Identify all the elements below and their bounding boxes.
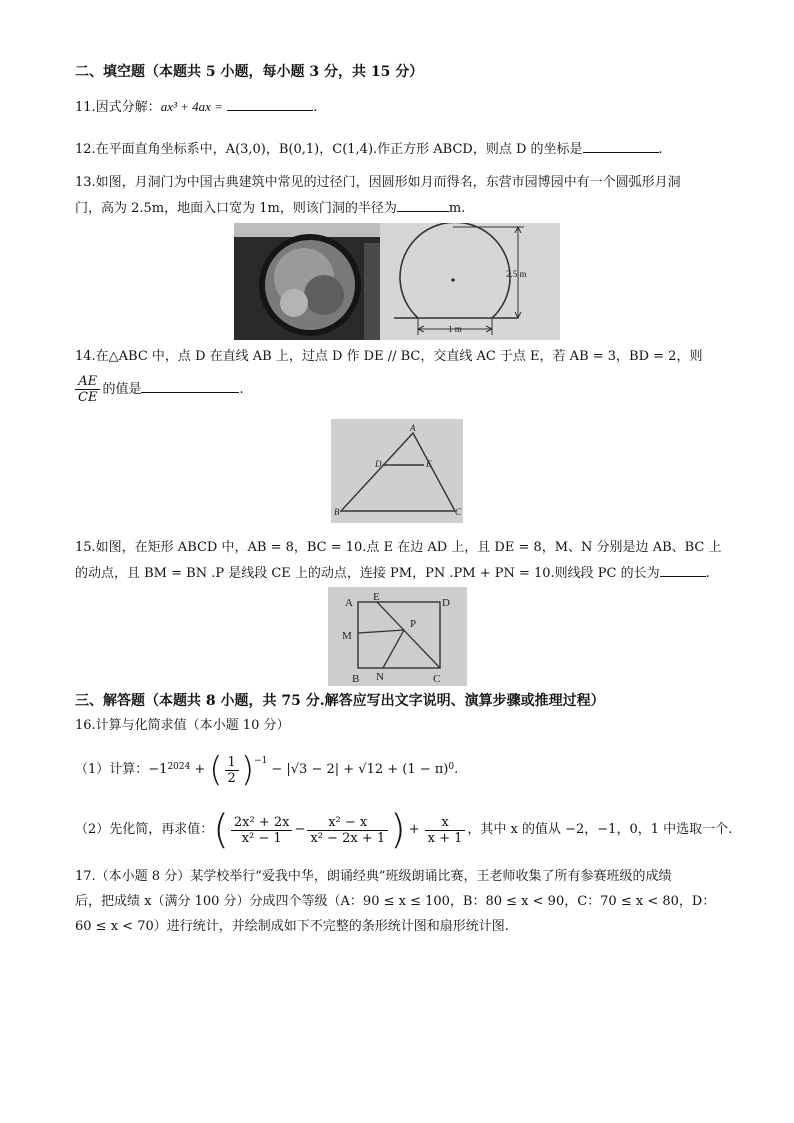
label-a: A [345,597,353,609]
label-d: D [442,597,450,609]
label-p: P [410,618,417,630]
q16-p2-f3-den: x + 1 [427,830,463,846]
question-13-line2 [75,199,465,218]
q14-figure [331,419,463,523]
q16-p2-tail: ，其中 x 的值从 −2，−1，0，1 中选取一个. [467,822,733,837]
q16-p2-plus: + [408,822,420,837]
question-17-line1: 17.（本小题 8 分）某学校举行“爱我中华，朗诵经典”班级朗诵比赛，王老师收集了所有参赛班级的成绩 [75,869,672,884]
q14-end: . [239,382,244,397]
question-16-part2: （2）先化简，再求值： ( $\frac{\text{2x² + 2x}}{\text{x² − 1}}$ − $\frac{\text{x² − x}}{\text{x² − 2x + 1}}$ ) + $\frac{x}{x + 1}$ ，其中 x 的值从 −2，−1，0，1 中选取一个. [75,807,733,853]
q16-p1-exp-b: −1 [254,756,268,766]
height-label: 2.5 m [506,269,527,279]
label-d: D [375,459,382,469]
q14-frac-denominator: CE [78,390,98,405]
q16-p2-minus: − [294,822,306,837]
q13-answer-blank[interactable] [397,199,449,212]
q16-p2-fraction-2 [307,815,388,846]
q16-p2-f3-num: x [425,815,466,831]
q16-p2-f1-den: x² − 1 [241,830,282,846]
label-b: B [334,507,340,517]
question-17-line2: 后，把成绩 x（满分 100 分）分成四个等级（A：90 ≤ x ≤ 100，B：80 ≤ x < 90，C：70 ≤ x < 80，D： [75,894,716,909]
question-11 [75,98,317,117]
q15-figure [328,587,467,686]
label-m: M [342,630,352,642]
q16-p2-f1-num: 2x² + 2x [231,815,293,831]
q16-p1-end: . [454,762,459,777]
label-b: B [352,673,360,685]
q15-text: 的动点，且 BM = BN .P 是线段 CE 上的动点，连接 PM，PN .PM + PN = 10.则线段 PC 的长为 [75,566,660,581]
label-n: N [376,671,384,683]
question-14-line1: 14.在△ABC 中，点 D 在直线 AB 上，过点 D 作 DE // BC，交直线 AC 于点 E，若 AB = 3，BD = 2，则 [75,349,703,364]
q16-p1-fraction [225,755,239,786]
q16-p2-fraction-3 [425,815,466,846]
question-16-title: 16.计算与化简求值（本小题 10 分） [75,718,290,733]
q13-figure-svg [234,223,560,340]
q12-answer-blank[interactable] [583,140,659,153]
q11-end: . [313,100,318,115]
rectangle-abcd [358,602,440,668]
q13-text: 门，高为 2.5m，地面入口宽为 1m，则该门洞的半径为 [75,201,397,216]
segment-pm [358,630,404,633]
arc-center-point [451,278,454,281]
label-c: C [433,673,441,685]
q11-answer-blank[interactable] [227,98,313,111]
segment-ce [377,602,440,668]
label-e: E [426,459,432,469]
question-12 [75,140,663,159]
q15-end: . [705,566,710,581]
question-17-line3: 60 ≤ x < 70）进行统计，并绘制成如下不完整的条形统计图和扇形统计图. [75,919,509,934]
q16-p2-f2-num: x² − x [307,815,388,831]
q13-figure [234,223,560,340]
label-e: E [373,591,380,603]
q14-answer-blank[interactable] [141,380,239,393]
q16-p1-exp-a: 2024 [167,762,191,772]
q15-answer-blank[interactable] [660,564,706,577]
q14-text: 的值是 [102,382,142,397]
q16-p1-frac-den: 2 [227,770,236,786]
q16-p2-fraction-1 [231,815,293,846]
label-c: C [455,507,462,517]
q16-p1-label: （1）计算： [75,762,149,777]
q16-p1-term-b: − |√3 − 2| + √12 + (1 − π) [271,762,449,777]
q16-p1-frac-num: 1 [225,755,239,771]
q11-text: 11.因式分解： [75,100,161,115]
question-15-line2 [75,564,710,583]
q16-p2-f2-den: x² − 2x + 1 [310,830,386,846]
q14-fraction [75,374,100,405]
section-2-title: 二、填空题（本题共 5 小题，每小题 3 分，共 15 分） [75,64,424,80]
question-13-line1: 13.如图，月洞门为中国古典建筑中常见的过径门，因圆形如月而得名，东营市园博园中有一个圆弧形月洞 [75,175,681,190]
q16-p1-term-a: −1 [148,762,168,777]
q14-frac-numerator: AE [75,374,100,390]
q13-end: m. [448,201,466,216]
question-16-part1: （1）计算： −1 $^{2024}$ + ( $\frac{1}{2}$ ) $^{-1}$ − |√3 − 2| + √12 + (1 − π) $^0$ . [75,750,459,790]
question-14-line2 [73,374,244,405]
label-a: A [410,423,416,433]
q15-rectangle-svg [328,587,467,686]
q12-end: . [658,142,663,157]
q14-triangle-svg [331,419,463,523]
question-15-line1: 15.如图，在矩形 ABCD 中，AB = 8，BC = 10.点 E 在边 AD 上，且 DE = 8，M、N 分别是边 AB、BC 上 [75,540,722,555]
section-3-title: 三、解答题（本题共 8 小题，共 75 分.解答应写出文字说明、演算步骤或推理过程） [75,693,605,709]
q16-p2-label: （2）先化简，再求值： [75,822,214,837]
width-label: 1 m [448,324,462,334]
q11-expression: ax³ + 4ax = [160,99,223,114]
q16-p1-exp-c: 0 [448,762,455,772]
segment-pn [383,630,404,668]
q16-p1-plus: + [194,762,206,777]
q12-text: 12.在平面直角坐标系中，A(3,0)，B(0,1)，C(1,4).作正方形 ABCD，则点 D 的坐标是 [75,142,583,157]
triangle-abc [341,433,455,511]
